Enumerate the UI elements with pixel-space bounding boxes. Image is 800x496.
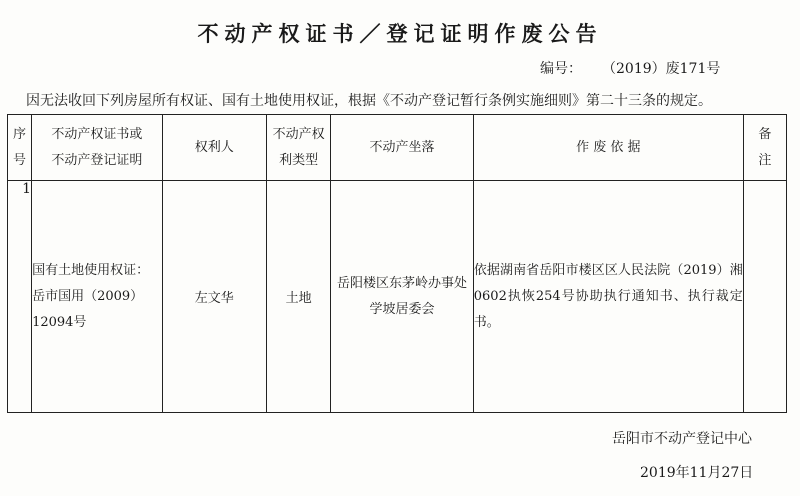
void-certificates-table [7, 114, 787, 413]
header-remark: 备 注 [743, 115, 786, 181]
cell-basis: 依据湖南省岳阳市楼区区人民法院（2019）湘0602执恢254号协助执行通知书、执行裁定书。 [473, 181, 743, 413]
issuing-organization: 岳阳市不动产登记中心 [612, 431, 752, 447]
header-holder: 权利人 [162, 115, 266, 181]
notice-title: 不动产权证书／登记证明作废公告 [197, 21, 603, 46]
intro-paragraph: 因无法收回下列房屋所有权证、国有土地使用权证，根据《不动产登记暂行条例实施细则》第二十三条的规定。 [26, 93, 712, 109]
header-seq: 序 号 [8, 115, 32, 181]
header-location: 不动产坐落 [331, 115, 474, 181]
document-number-label: 编号： [540, 61, 582, 77]
cell-holder: 左文华 [162, 181, 266, 413]
table-row [8, 181, 787, 413]
cell-seq: 1 [8, 181, 32, 413]
table-header-row [8, 115, 787, 181]
header-right-type: 不动产权 利类型 [266, 115, 330, 181]
cell-remark [743, 181, 786, 413]
document-number [540, 58, 720, 78]
header-basis: 作 废 依 据 [473, 115, 743, 181]
cell-certificate: 国有土地使用权证：岳市国用（2009）12094号 [32, 181, 163, 413]
document-number-value: （2019）废171号 [602, 61, 721, 77]
cell-right-type: 土地 [266, 181, 330, 413]
header-certificate: 不动产权证书或 不动产登记证明 [32, 115, 163, 181]
cell-location: 岳阳楼区东茅岭办事处学坡居委会 [331, 181, 474, 413]
issue-date: 2019年11月27日 [640, 465, 754, 481]
